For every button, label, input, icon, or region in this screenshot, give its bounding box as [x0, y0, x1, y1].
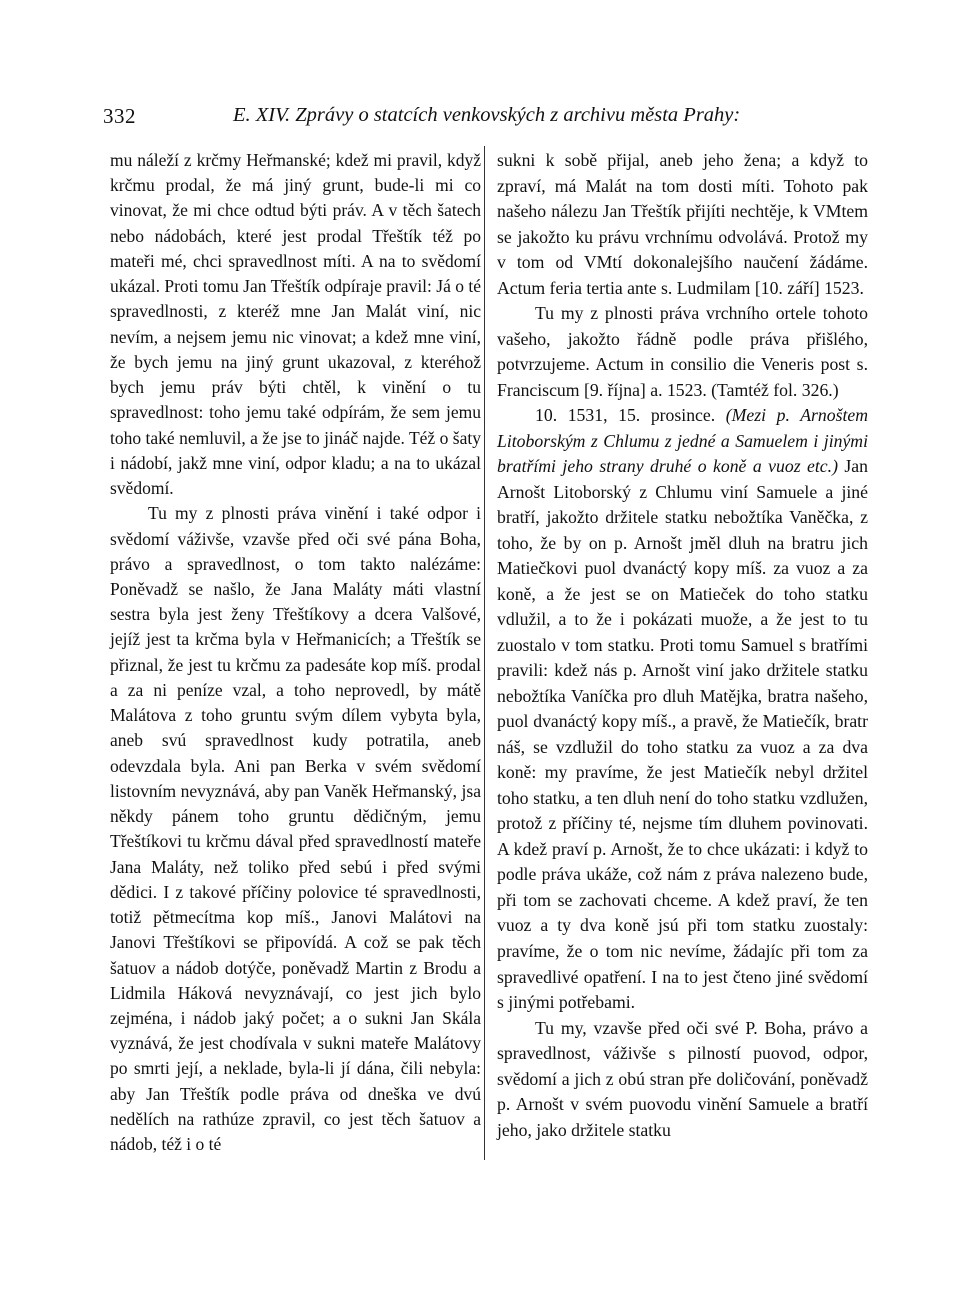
paragraph-confirmation: Tu my z plnosti práva vrchního ortele tohoto vašeho, jakožto řádně podle práva přišlého, potvrzujeme. Actum in consilio die Veneris post s. Franciscum [9. října] a. 1523. (Tamtéž fol. 326.): [497, 303, 868, 400]
left-column: [110, 148, 481, 1157]
running-head: E. XIV. Zprávy o statcích venkovských z archivu města Prahy:: [233, 104, 741, 126]
entry-heading: 10. 1531, 15. prosince.: [535, 405, 716, 426]
entry-body: Jan Arnošt Litoborský z Chlumu viní Samuele a jiné bratří, jakožto držitele statku nebožtíka Vaněčka, z toho, že by on p. Arnošt jměl dluh na bratru jich Matiečkovi puol dvanáctý kopy míš. za vuoz a za koně, a že jest se on Matieček do toho statku vdlužil, a to že i pokázati muože, a že jest to tu zuostalo v tom statku. Proti tomu Samuel s bratřími pravili: kdež nás p. Arnošt viní jako držitele statku nebožtíka Vaníčka pro dluh Matějka, bratra našeho, puol dvanáctý kopy míš., a pravě, že Matiečík, bratr náš, se vzdlužil do toho statku za vuoz a za dva koně: my pravíme, že jest Matiečík nebyl držitel toho statku, a ten dluh není do toho statku vzdlužen, protož z příčiny té, nejsme tím dluhem povinovati. A kdež praví p. Arnošt, že to chce ukázati: i když to podle práva ukáže, což nám z práva nalezeno bude, při tom se zachovati chceme. A kdež praví, že ten vuoz a ty dva koně jsú při tom statku zuostaly: pravíme, že o tom nic nevíme, žádajíc při tom za spravedlivé opatření. I na to jest čteno jiné svědomí s jinými potřebami.: [497, 456, 868, 1013]
entry-summary-italic: (Mezi p. Arnoštem Litoborským z Chlumu z jedné a Samuelem i jinými bratřími jeho strany druhé o koně a vuoz etc.): [497, 405, 869, 477]
entry-10: [497, 403, 868, 1015]
paragraph-ruling: Tu my, vzavše před oči své P. Boha, právo a spravedlnost, váživše s pilností puovod, odpor, svědomí a jich z obú stran pře doličování, poněvadž p. Arnošt v svém puovodu vinění Samuele a bratří jeho, jako držitele statku: [497, 1017, 868, 1140]
page-header: [103, 100, 873, 130]
paragraph-continuation: mu náleží z krčmy Heřmanské; kdež mi pravil, když krčmu prodal, že má jiný grunt, bude-li mi co vinovat, že mi chce odtud býti práv. A v těch šatech nebo nádobách, které jest prodal Třeštík též po mateři mé, chci spravedlnost míti. A na to svědomí ukázal. Proti tomu Jan Třeštík odpíraje pravil: Já o té spravedlnosti, z kteréž mne Jan Malát viní, nic nevím, a nejsem jemu nic vinovat; a kdež mne viní, že bych jemu na jiný grunt ukazoval, z kteréhož bych jemu práv býti chtěl, k vinění o tu spravedlnost: toho jemu také odpírám, že sem jemu toho také nemluvil, a že jse to jináč najde. Též o šaty i nádobí, jakž mne viní, odpor kladu; a na to ukázal svědomí.: [110, 150, 481, 499]
column-divider: [484, 146, 485, 1160]
paragraph-ruling: Tu my z plnosti práva vinění i také odpor i svědomí váživše, vzavše před oči své pána Boha, právo a spravedlnost, o tom takto nalézáme: Poněvadž se našlo, že Jana Maláty máti vlastní sestra byla jest ženy Třeštíkovy a dcera Valšové, jejíž jest ta krčma byla v Heřmanicích; a Třeštík se přiznal, že jest tu krčmu za padesáte kop míš. prodal a za ni peníze vzal, a toho neprovedl, by mátě Malátova z toho gruntu svým dílem vybyta byla, aneb svú spravedlnost kudy potratila, aneb odevzdala byla. Ani pan Berka v svém svědomí listovním nevyznává, aby pan Vaněk Heřmanský, jsa někdy pánem toho gruntu dědičným, jemu Třeštíkovi tu krčmu dával před spravedlností mateře Jana Maláty, než toliko před sebú i před svými dědici. I z takové příčiny polovice té spravedlnosti, totiž pětmecítma kop míš., Janovi Malátovi na Janovi Třeštíkovi se připovídá. A což se pak těch šatuov a nádob dotýče, poněvadž Martin z Brodu a Lidmila Háková nevyznávají, co jest jich bylo zejména, i nádob jaký počet; a o sukni Jan Skála vyznává, že jest chodívala v sukni mateře Malátovy po smrti její, a neklade, byla-li jí dána, čili nebyla: aby Jan Třeštík podle práva od dneška ve dvú nedělích na rathúze zpravil, co jest těch šatuov a nádob, též i o té: [110, 503, 481, 1155]
right-column: [497, 148, 868, 1143]
page-number: 332: [103, 104, 136, 128]
paragraph-continuation: sukni k sobě přijal, aneb jeho žena; a když to zpraví, má Malát na tom dosti míti. Tohoto pak našeho nálezu Jan Třeštík přijíti nechtěje, k VMtem se jakožto ku právu vrchnímu odvolává. Protož my v tom od VMtí dokonalejšího naučení žádáme. Actum feria tertia ante s. Ludmilam [10. září] 1523.: [497, 150, 868, 298]
